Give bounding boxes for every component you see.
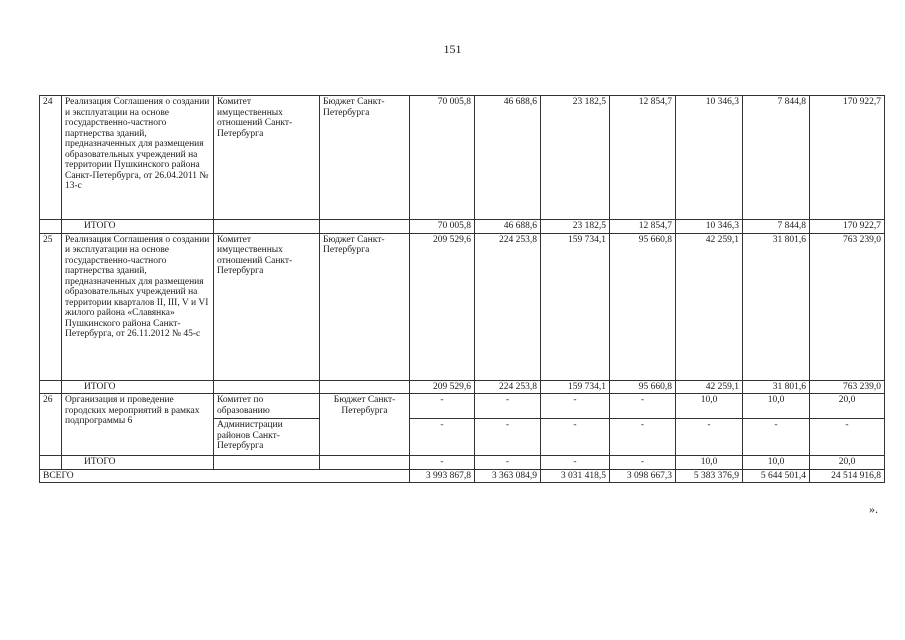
grand-total-value: 5 644 501,4 xyxy=(743,469,810,483)
value-cell: - xyxy=(610,419,676,456)
total-row xyxy=(40,456,885,470)
value-cell: - xyxy=(475,394,541,419)
total-row xyxy=(40,380,885,394)
total-value: 10,0 xyxy=(676,456,743,470)
value-cell: 224 253,8 xyxy=(475,233,541,380)
total-value: 209 529,6 xyxy=(410,380,475,394)
row-number: 26 xyxy=(40,394,62,456)
grand-total-value: 3 993 867,8 xyxy=(410,469,475,483)
value-cell: - xyxy=(541,394,610,419)
value-cell: 763 239,0 xyxy=(810,233,885,380)
budget-table xyxy=(39,95,885,483)
grand-total-value: 3 363 084,9 xyxy=(475,469,541,483)
value-cell: 70 005,8 xyxy=(410,96,475,220)
executor-cell: Администрации районов Санкт-Петербурга xyxy=(214,419,320,456)
executor-cell: Комитет по образованию xyxy=(214,394,320,419)
total-label: ИТОГО xyxy=(62,220,214,234)
grand-total-label: ВСЕГО xyxy=(40,469,410,483)
total-value: 170 922,7 xyxy=(810,220,885,234)
value-cell: 46 688,6 xyxy=(475,96,541,220)
value-cell: - xyxy=(410,419,475,456)
value-cell: 170 922,7 xyxy=(810,96,885,220)
total-value: 42 259,1 xyxy=(676,380,743,394)
table-row xyxy=(40,233,885,380)
value-cell: 12 854,7 xyxy=(610,96,676,220)
value-cell: 10,0 xyxy=(743,394,810,419)
value-cell: 10 346,3 xyxy=(676,96,743,220)
value-cell: - xyxy=(541,419,610,456)
value-cell: 209 529,6 xyxy=(410,233,475,380)
measure-cell: Реализация Соглашения о создании и эксплуатации на основе государственно-частного партнерства зданий, предназначенных для размещения образовательных учреждений на территории кварталов II, III, V и VI жилого района «Славянка» Пушкинского района Санкт-Петербурга, от 26.11.2012 № 45-с xyxy=(62,233,214,380)
source-cell: Бюджет Санкт-Петербурга xyxy=(320,394,410,456)
source-cell: Бюджет Санкт-Петербурга xyxy=(320,233,410,380)
total-value: 159 734,1 xyxy=(541,380,610,394)
value-cell: 23 182,5 xyxy=(541,96,610,220)
grand-total-value: 3 098 667,3 xyxy=(610,469,676,483)
value-cell: - xyxy=(410,394,475,419)
value-cell: 159 734,1 xyxy=(541,233,610,380)
value-cell: 7 844,8 xyxy=(743,96,810,220)
table-row xyxy=(40,394,885,419)
total-value: 70 005,8 xyxy=(410,220,475,234)
value-cell: - xyxy=(676,419,743,456)
value-cell: - xyxy=(610,394,676,419)
total-value: 23 182,5 xyxy=(541,220,610,234)
value-cell: - xyxy=(743,419,810,456)
row-number: 24 xyxy=(40,96,62,220)
page-number: 151 xyxy=(443,42,462,56)
source-cell: Бюджет Санкт-Петербурга xyxy=(320,96,410,220)
value-cell: 42 259,1 xyxy=(676,233,743,380)
value-cell: - xyxy=(810,419,885,456)
executor-cell: Комитет имущественных отношений Санкт-Петербурга xyxy=(214,96,320,220)
value-cell: 31 801,6 xyxy=(743,233,810,380)
total-value: - xyxy=(610,456,676,470)
total-value: 763 239,0 xyxy=(810,380,885,394)
closing-quote-mark: ». xyxy=(869,502,878,516)
total-value: 10 346,3 xyxy=(676,220,743,234)
value-cell: 95 660,8 xyxy=(610,233,676,380)
grand-total-row xyxy=(40,469,885,483)
total-value: 95 660,8 xyxy=(610,380,676,394)
total-value: - xyxy=(410,456,475,470)
executor-cell: Комитет имущественных отношений Санкт-Петербурга xyxy=(214,233,320,380)
grand-total-value: 24 514 916,8 xyxy=(810,469,885,483)
total-row xyxy=(40,220,885,234)
total-value: - xyxy=(475,456,541,470)
total-value: 20,0 xyxy=(810,456,885,470)
total-value: 46 688,6 xyxy=(475,220,541,234)
value-cell: 20,0 xyxy=(810,394,885,419)
total-label: ИТОГО xyxy=(62,456,214,470)
measure-cell: Реализация Соглашения о создании и эксплуатации на основе государственно-частного партнерства зданий, предназначенных для размещения образовательных учреждений на территории Пушкинского района Санкт-Петербурга, от 26.04.2011 № 13-с xyxy=(62,96,214,220)
total-value: 31 801,6 xyxy=(743,380,810,394)
grand-total-value: 3 031 418,5 xyxy=(541,469,610,483)
measure-cell: Организация и проведение городских мероприятий в рамках подпрограммы 6 xyxy=(62,394,214,456)
total-label: ИТОГО xyxy=(62,380,214,394)
total-value: - xyxy=(541,456,610,470)
value-cell: 10,0 xyxy=(676,394,743,419)
value-cell: - xyxy=(475,419,541,456)
total-value: 224 253,8 xyxy=(475,380,541,394)
total-value: 10,0 xyxy=(743,456,810,470)
table-row xyxy=(40,96,885,220)
row-number: 25 xyxy=(40,233,62,380)
total-value: 12 854,7 xyxy=(610,220,676,234)
total-value: 7 844,8 xyxy=(743,220,810,234)
grand-total-value: 5 383 376,9 xyxy=(676,469,743,483)
